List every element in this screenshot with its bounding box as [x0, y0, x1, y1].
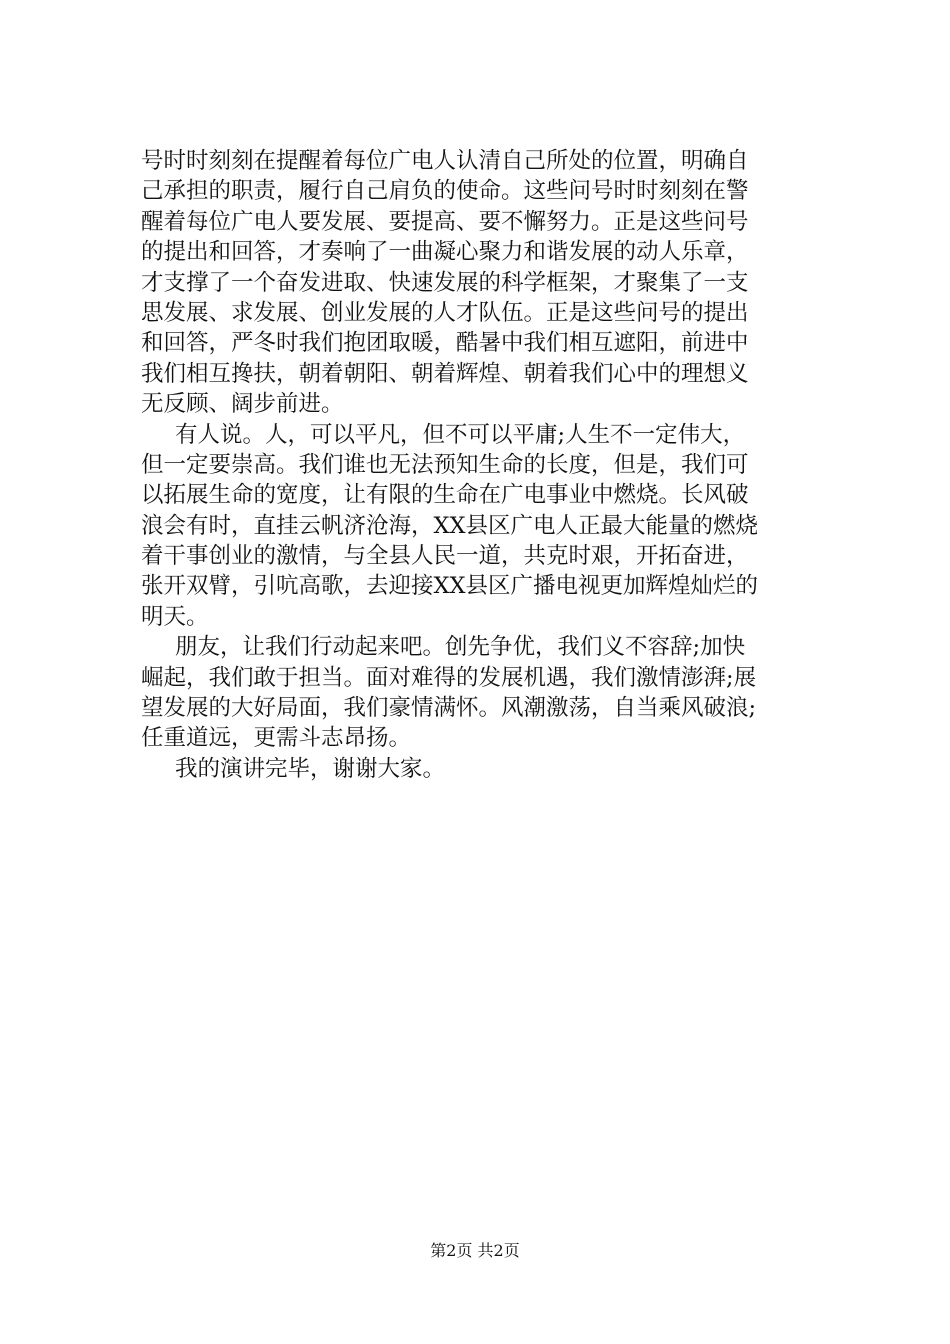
text-line: 和回答，严冬时我们抱团取暖，酷暑中我们相互遮阳，前进中 — [141, 330, 749, 357]
text-line: 但一定要崇高。我们谁也无法预知生命的长度，但是，我们可 — [141, 451, 749, 478]
text-line: 望发展的大好局面，我们豪情满怀。风潮激荡，自当乘风破浪; — [141, 695, 757, 722]
text-line: 以拓展生命的宽度，让有限的生命在广电事业中燃烧。长风破 — [141, 482, 749, 509]
text-line: 我们相互搀扶，朝着朝阳、朝着辉煌、朝着我们心中的理想义 — [141, 360, 749, 387]
paragraph-start-line: 我的演讲完毕，谢谢大家。 — [175, 755, 446, 782]
text-line: 思发展、求发展、创业发展的人才队伍。正是这些问号的提出 — [141, 299, 749, 326]
page-number-footer: 第2页 共2页 — [430, 1241, 520, 1260]
text-line: 才支撑了一个奋发进取、快速发展的科学框架，才聚集了一支 — [141, 269, 749, 296]
text-line: 着干事创业的激情，与全县人民一道，共克时艰，开拓奋进， — [141, 543, 749, 570]
text-line: 崛起，我们敢于担当。面对难得的发展机遇，我们激情澎湃;展 — [141, 664, 757, 691]
paragraph-start-line: 有人说。人，可以平凡，但不可以平庸;人生不一定伟大， — [175, 421, 746, 448]
text-line: 浪会有时，直挂云帆济沧海，XX县区广电人正最大能量的燃烧 — [141, 512, 759, 539]
text-line: 任重道远，更需斗志昂扬。 — [141, 725, 412, 752]
text-line: 己承担的职责，履行自己肩负的使命。这些问号时时刻刻在警 — [141, 178, 749, 205]
paragraph-start-line: 朋友，让我们行动起来吧。创先争优，我们义不容辞;加快 — [175, 634, 746, 661]
text-line: 张开双臂，引吭高歌，去迎接XX县区广播电视更加辉煌灿烂的 — [141, 573, 759, 600]
text-line: 明天。 — [141, 603, 209, 630]
document-body — [141, 146, 841, 784]
text-line: 醒着每位广电人要发展、要提高、要不懈努力。正是这些问号 — [141, 208, 749, 235]
text-line: 无反顾、阔步前进。 — [141, 391, 344, 418]
text-line: 的提出和回答，才奏响了一曲凝心聚力和谐发展的动人乐章， — [141, 239, 749, 266]
text-line: 号时时刻刻在提醒着每位广电人认清自己所处的位置，明确自 — [141, 148, 749, 174]
